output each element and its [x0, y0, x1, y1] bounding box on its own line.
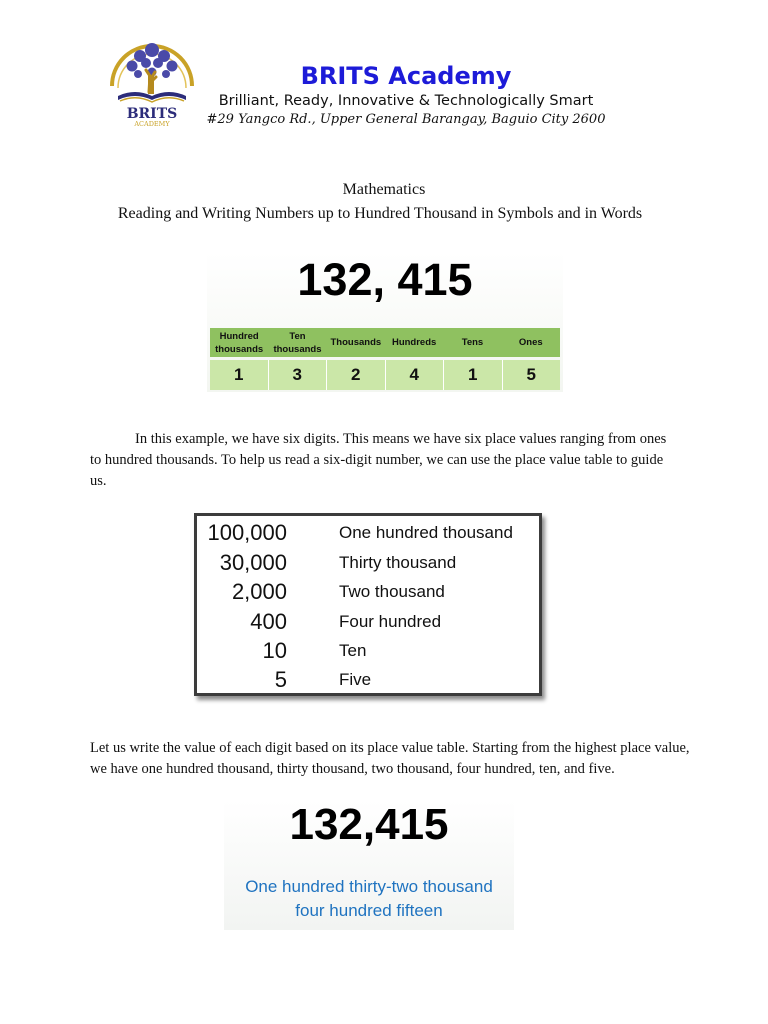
- tree-book-logo-icon: [104, 30, 200, 130]
- explanation-paragraph-1: In this example, we have six digits. This means we have six place values ranging from ones to hundred thousands. To help us read a six-digit number, we can use the place value table to guide us.: [90, 431, 667, 489]
- school-name: BRITS Academy: [300, 62, 512, 90]
- value-word-row: [197, 520, 539, 549]
- header-hundreds: Hundreds: [391, 337, 437, 348]
- final-number: 132,415: [289, 800, 449, 849]
- school-address: #29 Yangco Rd., Upper General Barangay, Baguio City 2600: [206, 112, 606, 127]
- value-word-row: [197, 550, 539, 579]
- word-text: Thirty thousand: [339, 553, 457, 572]
- digit-cell: 5: [526, 365, 536, 384]
- value-text: 2,000: [231, 579, 287, 604]
- place-value-header-row: [210, 328, 560, 357]
- digit-cell: 4: [386, 360, 445, 390]
- header-ten-thousands: Ten thousands: [273, 330, 322, 355]
- word-text: One hundred thousand: [339, 523, 513, 542]
- value-text: 10: [262, 638, 287, 663]
- subject-heading: Mathematics: [342, 181, 426, 198]
- place-value-table: [210, 328, 560, 390]
- logo-subtext: ACADEMY: [134, 120, 170, 128]
- digit-cell: 1: [210, 360, 269, 390]
- word-text: Five: [339, 670, 372, 689]
- header-hundred-thousands: Hundred thousands: [215, 330, 264, 355]
- number-words-line-1: One hundred thirty-two thousand: [245, 877, 493, 896]
- value-word-row: [197, 579, 539, 608]
- example-number: 132, 415: [297, 254, 473, 305]
- digit-cell: 1: [444, 360, 503, 390]
- digit-cell: 3: [269, 360, 328, 390]
- number-words-line-2: four hundred fifteen: [295, 901, 443, 920]
- word-text: Two thousand: [339, 582, 445, 601]
- value-text: 30,000: [219, 550, 287, 575]
- digit-cell: 2: [327, 360, 386, 390]
- explanation-paragraph-2: Let us write the value of each digit based on its place value table. Starting from the highest place value, we have one hundred thousand, thirty thousand, two thousand, four hundred, ten, and five.: [90, 740, 690, 777]
- academy-logo: [104, 30, 200, 130]
- value-text: 400: [250, 609, 287, 634]
- place-value-example-figure: [207, 252, 563, 392]
- school-tagline: Brilliant, Ready, Innovative & Technologically Smart: [218, 93, 594, 109]
- header-thousands: Thousands: [330, 337, 382, 348]
- value-words-figure: [194, 513, 542, 696]
- value-word-row: [197, 609, 539, 638]
- header-ones: Ones: [518, 337, 543, 348]
- header-tens: Tens: [461, 337, 484, 348]
- number-in-words-figure: [224, 800, 514, 930]
- word-text: Ten: [339, 641, 367, 660]
- value-word-row: [197, 638, 539, 667]
- value-word-row: [197, 667, 539, 696]
- place-value-digit-row: [210, 360, 560, 390]
- word-text: Four hundred: [339, 612, 442, 631]
- value-text: 5: [274, 667, 287, 692]
- lesson-title: Reading and Writing Numbers up to Hundred Thousand in Symbols and in Words: [117, 205, 643, 222]
- logo-text: BRITS: [126, 106, 178, 122]
- value-text: 100,000: [207, 520, 287, 545]
